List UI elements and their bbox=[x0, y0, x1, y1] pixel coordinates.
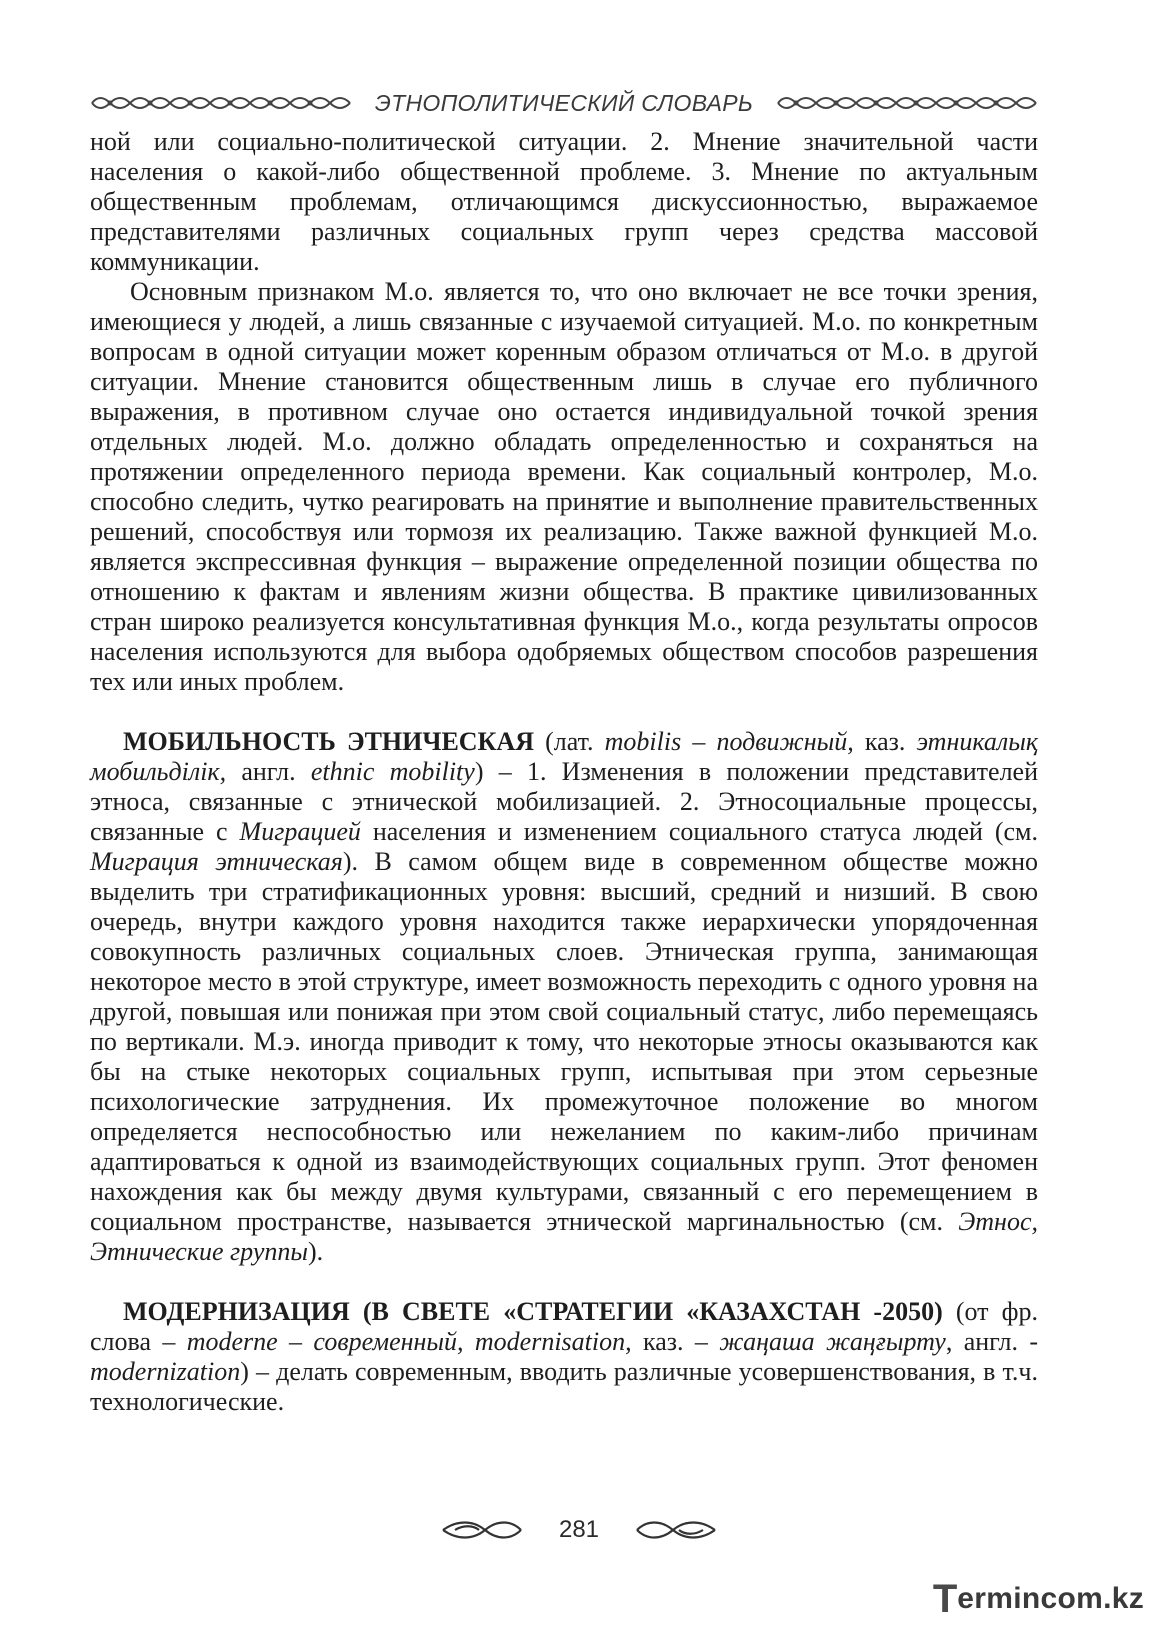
page-footer bbox=[0, 1510, 1158, 1550]
entry-term: МОДЕРНИЗАЦИЯ (В СВЕТЕ «СТРАТЕГИИ «КАЗАХСТАН -2050) bbox=[123, 1297, 943, 1326]
entry-text: (лат. bbox=[533, 727, 605, 756]
search-icon: o bbox=[1057, 1582, 1077, 1615]
running-head bbox=[90, 88, 1038, 118]
paragraph-main-features: Основным признаком М.о. является то, что оно включает не все точки зрения, имеющиеся у людей, а лишь связанные с изучаемой ситуацией. М.о. по конкретным вопросам в одной ситуации может коренным образом отличаться от М.о. в другой ситуации. Мнение становится общественным лишь в случае его публичного выражения, в противном случае оно остается индивидуальной точкой зрения отдельных людей. М.о. должно обладать определенностью и сохраняться на протяжении определенного периода времени. Как социальный контролер, М.о. способно следить, чутко реагировать на принятие и выполнение правительственных решений, способствуя или тормозя их реализацию. Также важной функцией М.о. является экспрессивная функция – выражение определенной позиции общества по отношению к фактам и явлениям жизни общества. В практике цивилизованных стран широко реализуется консультативная функция М.о., когда результаты опросов населения используются для выбора одобряемых обществом способов разрешения тех или иных проблем. bbox=[90, 277, 1038, 696]
dictionary-entry-mobility bbox=[90, 727, 1038, 1267]
page-body bbox=[90, 127, 1038, 1417]
entry-etymology: ethnic mobility bbox=[310, 757, 475, 786]
watermark-letter: T bbox=[932, 1577, 958, 1621]
entry-text: ) – делать современным, вводить различные усовершенствования, в т.ч. технологические. bbox=[90, 1357, 1038, 1416]
entry-text: ). bbox=[308, 1237, 324, 1266]
entry-text: населения и изменением социального статуса людей (см. bbox=[360, 817, 1039, 846]
entry-etymology: moderne – современный, modernisation, bbox=[186, 1327, 632, 1356]
page-number: 281 bbox=[558, 1516, 600, 1543]
entry-etymology: modernization bbox=[90, 1357, 241, 1386]
entry-text: англ. bbox=[226, 757, 311, 786]
flourish-icon bbox=[633, 1518, 719, 1542]
site-watermark bbox=[933, 1579, 1144, 1619]
watermark-text: erminc bbox=[957, 1582, 1058, 1615]
ornament-border-icon bbox=[776, 90, 1038, 116]
entry-etymology: mobilis – подвижный, bbox=[604, 727, 854, 756]
entry-text: ) – 1. Изменения в положении представителей этноса, связанные с этнической мобилизацией. 2. Этносоциальные процессы, связанные с bbox=[90, 757, 1038, 846]
entry-etymology: жаңаша жаңғырту bbox=[719, 1327, 946, 1356]
entry-term: МОБИЛЬНОСТЬ ЭТНИЧЕСКАЯ bbox=[123, 727, 534, 756]
entry-text: (от фр. слова – bbox=[90, 1297, 1038, 1356]
flourish-icon bbox=[439, 1518, 525, 1542]
dictionary-entry-modernization bbox=[90, 1297, 1038, 1417]
entry-cross-reference: Этнос, Этнические группы bbox=[90, 1207, 1038, 1266]
ornament-border-icon bbox=[90, 90, 352, 116]
entry-etymology: этникалық мобильділік, bbox=[90, 727, 1038, 786]
paragraph-continuation: ной или социально-политической ситуации. 2. Мнение значительной части населения о какой-либо общественной проблеме. 3. Мнение по актуальным общественным проблемам, отличающимся дискуссионностью, выражаемое представителями различных социальных групп через средства массовой коммуникации. bbox=[90, 127, 1038, 276]
entry-cross-reference: Миграция этническая bbox=[90, 847, 343, 876]
entry-cross-reference: Миграцией bbox=[239, 817, 361, 846]
entry-text: , англ. - bbox=[945, 1327, 1038, 1356]
entry-text: ). В самом общем виде в современном обществе можно выделить три стратификационных уровня: высший, средний и низший. В свою очередь, внутри каждого уровня находится также иерархически упорядоченная совокупность различных социальных слоев. Этническая группа, занимающая некоторое место в этой структуре, имеет возможность переходить с одного уровня на другой, повышая или понижая при этом свой социальный статус, либо перемещаясь по вертикали. М.э. иногда приводит к тому, что некоторые этносы оказываются как бы на стыке некоторых социальных групп, испытывая при этом серьезные психологические затруднения. Их промежуточное положение во многом определяется неспособностью или нежеланием по каким-либо причинам адаптироваться к одной из взаимодействующих социальных групп. Этот феномен нахождения как бы между двумя культурами, связанный с его перемещением в социальном пространстве, называется этнической маргинальностью (см. bbox=[90, 847, 1038, 1236]
entry-text: каз. – bbox=[631, 1327, 720, 1356]
running-head-title: ЭТНОПОЛИТИЧЕСКИЙ СЛОВАРЬ bbox=[374, 89, 754, 116]
watermark-text: m.kz bbox=[1076, 1582, 1144, 1615]
entry-text: каз. bbox=[853, 727, 917, 756]
